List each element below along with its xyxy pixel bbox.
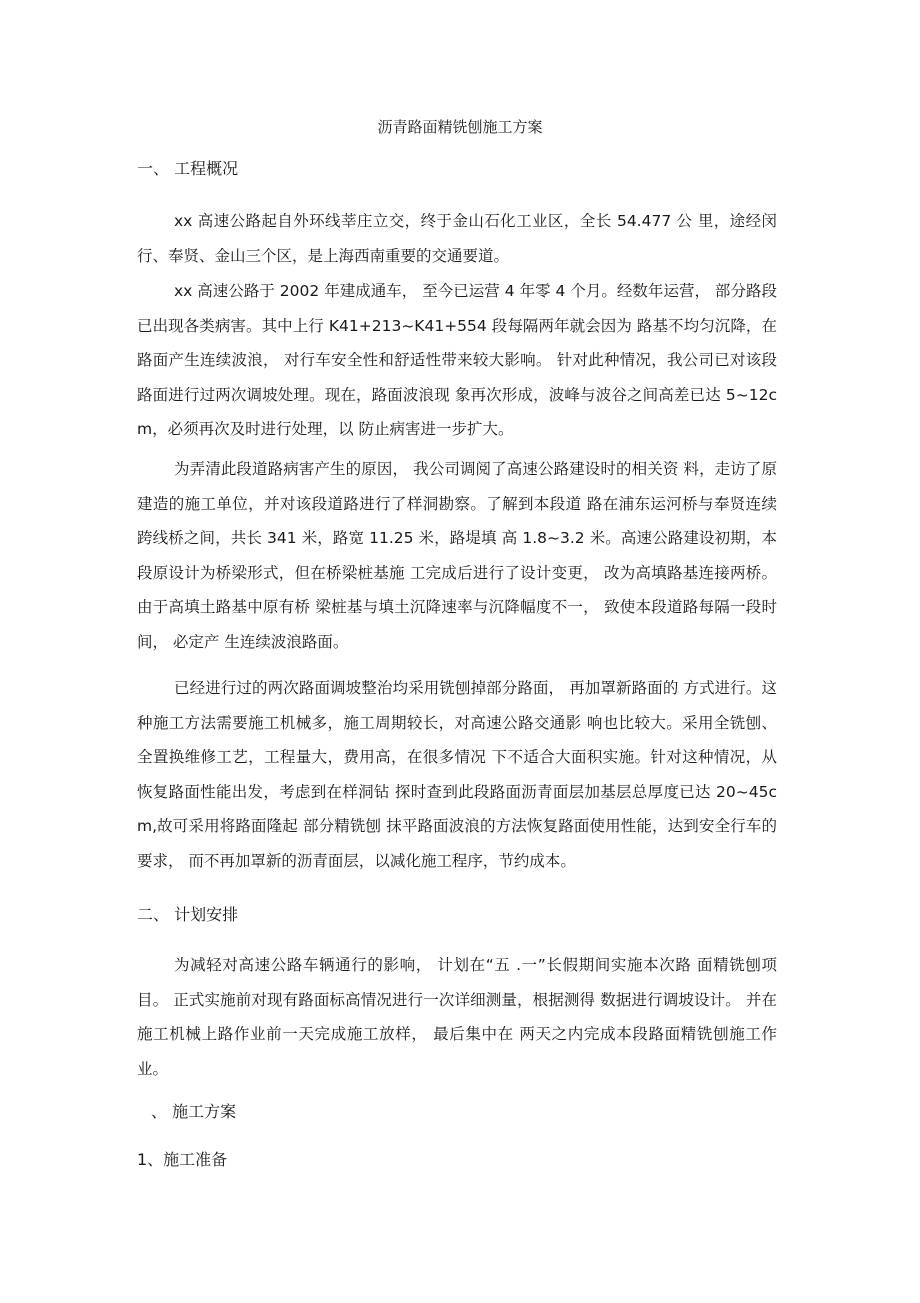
document-title: 沥青路面精铣刨施工方案 [377,118,543,136]
section-heading-plan: 二、 计划安排 [137,905,239,924]
paragraph-overview-4: 已经进行过的两次路面调坡整治均采用铣刨掉部分路面， 再加罩新路面的 方式进行。这种施工方法需要施工机械多，施工周期较长，对高速公路交通影 响也比较大。采用全铣刨、全置换维修工艺，工程量大，费用高，在很多情况 下不适合大面积实施。针对这种情况，从恢复路面性能出发，考虑到在样洞钻 探时查到此段路面沥青面层加基层总厚度已达 20~45cm,故可采用将路面隆起 部分精铣刨 抹平路面波浪的方法恢复路面使用性能，达到安全行车的要求， 而不再加罩新的沥青面层，以减化施工程序，节约成本。 [137,679,777,870]
section-heading-construction-plan: 、 施工方案 [151,1102,237,1121]
paragraph-overview-1: xx 高速公路起自外环线莘庄立交，终于金山石化工业区，全长 54.477 公 里，途经闵行、奉贤、金山三个区，是上海西南重要的交通要道。 [137,212,777,265]
section-heading-overview: 一、 工程概况 [137,159,239,178]
paragraph-overview-2: xx 高速公路于 2002 年建成通车， 至今已运营 4 年零 4 个月。经数年运营， 部分路段已出现各类病害。其中上行 K41+213~K41+554 段每隔两年就会因为 路基不均匀沉降，在路面产生连续波浪， 对行车安全性和舒适性带来较大影响。 针对此种情况，我公司已对该段路面进行过两次调坡处理。现在，路面波浪现 象再次形成，波峰与波谷之间高差已达 5~12cm，必须再次及时进行处理，以 防止病害进一步扩大。 [137,282,777,438]
subsection-heading-preparation: 1、施工准备 [137,1150,228,1169]
paragraph-plan-1: 为减轻对高速公路车辆通行的影响， 计划在“五 .一”长假期间实施本次路 面精铣刨项目。 正式实施前对现有路面标高情况进行一次详细测量，根据测得 数据进行调坡设计。 并在施工机械上路作业前一天完成施工放样， 最后集中在 两天之内完成本段路面精铣刨施工作业。 [137,956,777,1078]
paragraph-overview-3: 为弄清此段道路病害产生的原因， 我公司调阅了高速公路建设时的相关资 料，走访了原建造的施工单位，并对该段道路进行了样洞勘察。了解到本段道 路在浦东运河桥与奉贤连续跨线桥之间，共长 341 米，路宽 11.25 米，路堤填 高 1.8~3.2 米。高速公路建设初期，本段原设计为桥梁形式，但在桥梁桩基施 工完成后进行了设计变更， 改为高填路基连接两桥。 由于高填土路基中原有桥 梁桩基与填土沉降速率与沉降幅度不一， 致使本段道路每隔一段时间， 必定产 生连续波浪路面。 [137,460,777,651]
